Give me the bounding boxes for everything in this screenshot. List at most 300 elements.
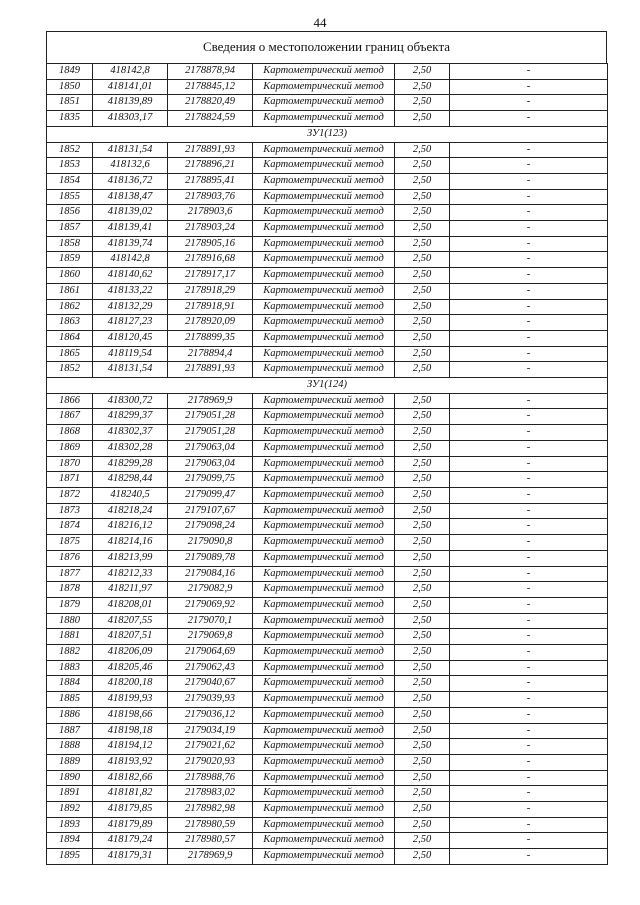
- table-row: [47, 252, 608, 268]
- accuracy-cell: 2,50: [395, 456, 450, 472]
- accuracy-cell: 2,50: [395, 645, 450, 661]
- x-coordinate-cell: 418206,09: [93, 645, 168, 661]
- description-cell: -: [450, 79, 608, 95]
- description-cell: -: [450, 173, 608, 189]
- accuracy-cell: 2,50: [395, 723, 450, 739]
- x-coordinate-cell: 418240,5: [93, 487, 168, 503]
- table-row: [47, 597, 608, 613]
- y-coordinate-cell: 2179036,12: [168, 707, 253, 723]
- method-cell: Картометрический метод: [253, 189, 395, 205]
- description-cell: -: [450, 64, 608, 80]
- x-coordinate-cell: 418302,37: [93, 425, 168, 441]
- y-coordinate-cell: 2178895,41: [168, 173, 253, 189]
- point-number-cell: 1867: [47, 409, 93, 425]
- method-cell: Картометрический метод: [253, 566, 395, 582]
- point-number-cell: 1893: [47, 817, 93, 833]
- point-number-cell: 1895: [47, 849, 93, 865]
- point-number-cell: 1874: [47, 519, 93, 535]
- y-coordinate-cell: 2179090,8: [168, 535, 253, 551]
- method-cell: Картометрический метод: [253, 268, 395, 284]
- y-coordinate-cell: 2179098,24: [168, 519, 253, 535]
- description-cell: -: [450, 519, 608, 535]
- description-cell: -: [450, 472, 608, 488]
- description-cell: -: [450, 550, 608, 566]
- description-cell: -: [450, 660, 608, 676]
- description-cell: -: [450, 252, 608, 268]
- accuracy-cell: 2,50: [395, 566, 450, 582]
- point-number-cell: 1890: [47, 770, 93, 786]
- x-coordinate-cell: 418213,99: [93, 550, 168, 566]
- method-cell: Картометрический метод: [253, 660, 395, 676]
- point-number-cell: 1860: [47, 268, 93, 284]
- x-coordinate-cell: 418211,97: [93, 582, 168, 598]
- point-number-cell: 1885: [47, 692, 93, 708]
- table-row: [47, 283, 608, 299]
- table-row: [47, 440, 608, 456]
- x-coordinate-cell: 418127,23: [93, 315, 168, 331]
- section-row: [47, 378, 608, 394]
- section-label: ЗУ1(124): [47, 378, 608, 394]
- x-coordinate-cell: 418205,46: [93, 660, 168, 676]
- x-coordinate-cell: 418142,8: [93, 64, 168, 80]
- accuracy-cell: 2,50: [395, 660, 450, 676]
- method-cell: Картометрический метод: [253, 802, 395, 818]
- point-number-cell: 1861: [47, 283, 93, 299]
- table-row: [47, 550, 608, 566]
- point-number-cell: 1859: [47, 252, 93, 268]
- method-cell: Картометрический метод: [253, 503, 395, 519]
- accuracy-cell: 2,50: [395, 535, 450, 551]
- description-cell: -: [450, 362, 608, 378]
- point-number-cell: 1857: [47, 221, 93, 237]
- method-cell: Картометрический метод: [253, 472, 395, 488]
- point-number-cell: 1875: [47, 535, 93, 551]
- description-cell: -: [450, 236, 608, 252]
- table-row: [47, 268, 608, 284]
- table-row: [47, 645, 608, 661]
- accuracy-cell: 2,50: [395, 362, 450, 378]
- y-coordinate-cell: 2178824,59: [168, 111, 253, 127]
- y-coordinate-cell: 2178820,49: [168, 95, 253, 111]
- y-coordinate-cell: 2178903,76: [168, 189, 253, 205]
- page-number: 44: [313, 15, 327, 30]
- accuracy-cell: 2,50: [395, 440, 450, 456]
- coordinates-table-body: [47, 64, 608, 865]
- table-row: [47, 723, 608, 739]
- table-row: [47, 362, 608, 378]
- point-number-cell: 1853: [47, 158, 93, 174]
- table-row: [47, 221, 608, 237]
- accuracy-cell: 2,50: [395, 299, 450, 315]
- method-cell: Картометрический метод: [253, 362, 395, 378]
- description-cell: -: [450, 849, 608, 865]
- table-row: [47, 158, 608, 174]
- accuracy-cell: 2,50: [395, 629, 450, 645]
- description-cell: -: [450, 629, 608, 645]
- point-number-cell: 1868: [47, 425, 93, 441]
- x-coordinate-cell: 418199,93: [93, 692, 168, 708]
- description-cell: -: [450, 142, 608, 158]
- x-coordinate-cell: 418142,8: [93, 252, 168, 268]
- description-cell: -: [450, 487, 608, 503]
- method-cell: Картометрический метод: [253, 346, 395, 362]
- description-cell: -: [450, 676, 608, 692]
- accuracy-cell: 2,50: [395, 189, 450, 205]
- method-cell: Картометрический метод: [253, 425, 395, 441]
- description-cell: -: [450, 189, 608, 205]
- accuracy-cell: 2,50: [395, 692, 450, 708]
- table-row: [47, 236, 608, 252]
- accuracy-cell: 2,50: [395, 786, 450, 802]
- description-cell: -: [450, 425, 608, 441]
- method-cell: Картометрический метод: [253, 849, 395, 865]
- y-coordinate-cell: 2179084,16: [168, 566, 253, 582]
- y-coordinate-cell: 2179082,9: [168, 582, 253, 598]
- description-cell: -: [450, 770, 608, 786]
- description-cell: -: [450, 692, 608, 708]
- description-cell: -: [450, 723, 608, 739]
- x-coordinate-cell: 418119,54: [93, 346, 168, 362]
- accuracy-cell: 2,50: [395, 252, 450, 268]
- method-cell: Картометрический метод: [253, 299, 395, 315]
- accuracy-cell: 2,50: [395, 95, 450, 111]
- method-cell: Картометрический метод: [253, 393, 395, 409]
- table-row: [47, 142, 608, 158]
- y-coordinate-cell: 2178982,98: [168, 802, 253, 818]
- method-cell: Картометрический метод: [253, 283, 395, 299]
- x-coordinate-cell: 418132,6: [93, 158, 168, 174]
- y-coordinate-cell: 2178891,93: [168, 362, 253, 378]
- accuracy-cell: 2,50: [395, 503, 450, 519]
- method-cell: Картометрический метод: [253, 409, 395, 425]
- y-coordinate-cell: 2178969,9: [168, 393, 253, 409]
- accuracy-cell: 2,50: [395, 770, 450, 786]
- y-coordinate-cell: 2179063,04: [168, 456, 253, 472]
- method-cell: Картометрический метод: [253, 645, 395, 661]
- accuracy-cell: 2,50: [395, 346, 450, 362]
- method-cell: Картометрический метод: [253, 707, 395, 723]
- table-row: [47, 456, 608, 472]
- method-cell: Картометрический метод: [253, 330, 395, 346]
- table-row: [47, 676, 608, 692]
- method-cell: Картометрический метод: [253, 111, 395, 127]
- x-coordinate-cell: 418300,72: [93, 393, 168, 409]
- description-cell: -: [450, 597, 608, 613]
- description-cell: -: [450, 315, 608, 331]
- y-coordinate-cell: 2178896,21: [168, 158, 253, 174]
- x-coordinate-cell: 418200,18: [93, 676, 168, 692]
- point-number-cell: 1872: [47, 487, 93, 503]
- table-row: [47, 566, 608, 582]
- x-coordinate-cell: 418214,16: [93, 535, 168, 551]
- description-cell: -: [450, 645, 608, 661]
- point-number-cell: 1852: [47, 362, 93, 378]
- x-coordinate-cell: 418299,37: [93, 409, 168, 425]
- y-coordinate-cell: 2179107,67: [168, 503, 253, 519]
- table-row: [47, 393, 608, 409]
- description-cell: -: [450, 802, 608, 818]
- description-cell: -: [450, 613, 608, 629]
- point-number-cell: 1871: [47, 472, 93, 488]
- accuracy-cell: 2,50: [395, 393, 450, 409]
- accuracy-cell: 2,50: [395, 409, 450, 425]
- method-cell: Картометрический метод: [253, 723, 395, 739]
- method-cell: Картометрический метод: [253, 79, 395, 95]
- accuracy-cell: 2,50: [395, 472, 450, 488]
- table-row: [47, 692, 608, 708]
- point-number-cell: 1878: [47, 582, 93, 598]
- method-cell: Картометрический метод: [253, 535, 395, 551]
- y-coordinate-cell: 2178894,4: [168, 346, 253, 362]
- point-number-cell: 1855: [47, 189, 93, 205]
- y-coordinate-cell: 2178905,16: [168, 236, 253, 252]
- method-cell: Картометрический метод: [253, 770, 395, 786]
- method-cell: Картометрический метод: [253, 64, 395, 80]
- accuracy-cell: 2,50: [395, 849, 450, 865]
- table-row: [47, 173, 608, 189]
- description-cell: -: [450, 535, 608, 551]
- accuracy-cell: 2,50: [395, 425, 450, 441]
- accuracy-cell: 2,50: [395, 817, 450, 833]
- y-coordinate-cell: 2178903,24: [168, 221, 253, 237]
- x-coordinate-cell: 418216,12: [93, 519, 168, 535]
- accuracy-cell: 2,50: [395, 158, 450, 174]
- x-coordinate-cell: 418207,55: [93, 613, 168, 629]
- table-row: [47, 582, 608, 598]
- description-cell: -: [450, 440, 608, 456]
- point-number-cell: 1835: [47, 111, 93, 127]
- table-row: [47, 770, 608, 786]
- description-cell: -: [450, 786, 608, 802]
- description-cell: -: [450, 754, 608, 770]
- table-row: [47, 503, 608, 519]
- y-coordinate-cell: 2178917,17: [168, 268, 253, 284]
- coordinates-table: [46, 63, 608, 865]
- accuracy-cell: 2,50: [395, 221, 450, 237]
- x-coordinate-cell: 418179,85: [93, 802, 168, 818]
- x-coordinate-cell: 418139,89: [93, 95, 168, 111]
- point-number-cell: 1858: [47, 236, 93, 252]
- accuracy-cell: 2,50: [395, 833, 450, 849]
- method-cell: Картометрический метод: [253, 676, 395, 692]
- point-number-cell: 1882: [47, 645, 93, 661]
- accuracy-cell: 2,50: [395, 676, 450, 692]
- table-row: [47, 472, 608, 488]
- accuracy-cell: 2,50: [395, 236, 450, 252]
- accuracy-cell: 2,50: [395, 613, 450, 629]
- accuracy-cell: 2,50: [395, 550, 450, 566]
- x-coordinate-cell: 418132,29: [93, 299, 168, 315]
- point-number-cell: 1865: [47, 346, 93, 362]
- table-row: [47, 519, 608, 535]
- description-cell: -: [450, 95, 608, 111]
- table-row: [47, 707, 608, 723]
- description-cell: -: [450, 268, 608, 284]
- method-cell: Картометрический метод: [253, 221, 395, 237]
- accuracy-cell: 2,50: [395, 142, 450, 158]
- point-number-cell: 1873: [47, 503, 93, 519]
- x-coordinate-cell: 418140,62: [93, 268, 168, 284]
- y-coordinate-cell: 2179070,1: [168, 613, 253, 629]
- point-number-cell: 1894: [47, 833, 93, 849]
- x-coordinate-cell: 418194,12: [93, 739, 168, 755]
- y-coordinate-cell: 2178980,59: [168, 817, 253, 833]
- table-row: [47, 346, 608, 362]
- method-cell: Картометрический метод: [253, 142, 395, 158]
- description-cell: -: [450, 283, 608, 299]
- y-coordinate-cell: 2178980,57: [168, 833, 253, 849]
- accuracy-cell: 2,50: [395, 519, 450, 535]
- x-coordinate-cell: 418131,54: [93, 142, 168, 158]
- description-cell: -: [450, 456, 608, 472]
- x-coordinate-cell: 418208,01: [93, 597, 168, 613]
- method-cell: Картометрический метод: [253, 519, 395, 535]
- table-row: [47, 330, 608, 346]
- description-cell: -: [450, 158, 608, 174]
- y-coordinate-cell: 2179051,28: [168, 425, 253, 441]
- table-row: [47, 786, 608, 802]
- method-cell: Картометрический метод: [253, 440, 395, 456]
- method-cell: Картометрический метод: [253, 692, 395, 708]
- y-coordinate-cell: 2178891,93: [168, 142, 253, 158]
- y-coordinate-cell: 2179051,28: [168, 409, 253, 425]
- table-row: [47, 817, 608, 833]
- method-cell: Картометрический метод: [253, 252, 395, 268]
- point-number-cell: 1888: [47, 739, 93, 755]
- accuracy-cell: 2,50: [395, 205, 450, 221]
- method-cell: Картометрический метод: [253, 236, 395, 252]
- y-coordinate-cell: 2179099,75: [168, 472, 253, 488]
- accuracy-cell: 2,50: [395, 268, 450, 284]
- description-cell: -: [450, 393, 608, 409]
- method-cell: Картометрический метод: [253, 205, 395, 221]
- method-cell: Картометрический метод: [253, 613, 395, 629]
- table-row: [47, 802, 608, 818]
- x-coordinate-cell: 418179,24: [93, 833, 168, 849]
- accuracy-cell: 2,50: [395, 173, 450, 189]
- x-coordinate-cell: 418198,66: [93, 707, 168, 723]
- table-row: [47, 849, 608, 865]
- point-number-cell: 1887: [47, 723, 93, 739]
- method-cell: Картометрический метод: [253, 739, 395, 755]
- y-coordinate-cell: 2178969,9: [168, 849, 253, 865]
- description-cell: -: [450, 409, 608, 425]
- description-cell: -: [450, 330, 608, 346]
- document-title: Сведения о местоположении границ объекта: [202, 39, 451, 54]
- method-cell: Картометрический метод: [253, 550, 395, 566]
- x-coordinate-cell: 418303,17: [93, 111, 168, 127]
- accuracy-cell: 2,50: [395, 64, 450, 80]
- point-number-cell: 1880: [47, 613, 93, 629]
- method-cell: Картометрический метод: [253, 629, 395, 645]
- accuracy-cell: 2,50: [395, 802, 450, 818]
- accuracy-cell: 2,50: [395, 283, 450, 299]
- x-coordinate-cell: 418120,45: [93, 330, 168, 346]
- description-cell: -: [450, 817, 608, 833]
- x-coordinate-cell: 418298,44: [93, 472, 168, 488]
- point-number-cell: 1862: [47, 299, 93, 315]
- accuracy-cell: 2,50: [395, 754, 450, 770]
- table-row: [47, 487, 608, 503]
- point-number-cell: 1879: [47, 597, 93, 613]
- y-coordinate-cell: 2179020,93: [168, 754, 253, 770]
- y-coordinate-cell: 2178845,12: [168, 79, 253, 95]
- accuracy-cell: 2,50: [395, 79, 450, 95]
- method-cell: Картометрический метод: [253, 817, 395, 833]
- description-cell: -: [450, 582, 608, 598]
- y-coordinate-cell: 2179069,8: [168, 629, 253, 645]
- accuracy-cell: 2,50: [395, 582, 450, 598]
- x-coordinate-cell: 418141,01: [93, 79, 168, 95]
- table-row: [47, 189, 608, 205]
- x-coordinate-cell: 418182,66: [93, 770, 168, 786]
- table-row: [47, 111, 608, 127]
- accuracy-cell: 2,50: [395, 315, 450, 331]
- y-coordinate-cell: 2179069,92: [168, 597, 253, 613]
- point-number-cell: 1869: [47, 440, 93, 456]
- method-cell: Картометрический метод: [253, 456, 395, 472]
- y-coordinate-cell: 2179099,47: [168, 487, 253, 503]
- y-coordinate-cell: 2179062,43: [168, 660, 253, 676]
- y-coordinate-cell: 2179034,19: [168, 723, 253, 739]
- x-coordinate-cell: 418218,24: [93, 503, 168, 519]
- point-number-cell: 1856: [47, 205, 93, 221]
- accuracy-cell: 2,50: [395, 487, 450, 503]
- x-coordinate-cell: 418139,02: [93, 205, 168, 221]
- table-row: [47, 315, 608, 331]
- section-row: [47, 126, 608, 142]
- y-coordinate-cell: 2179089,78: [168, 550, 253, 566]
- table-row: [47, 95, 608, 111]
- accuracy-cell: 2,50: [395, 330, 450, 346]
- method-cell: Картометрический метод: [253, 315, 395, 331]
- x-coordinate-cell: 418198,18: [93, 723, 168, 739]
- description-cell: -: [450, 205, 608, 221]
- y-coordinate-cell: 2178988,76: [168, 770, 253, 786]
- accuracy-cell: 2,50: [395, 707, 450, 723]
- table-row: [47, 299, 608, 315]
- y-coordinate-cell: 2178878,94: [168, 64, 253, 80]
- y-coordinate-cell: 2178916,68: [168, 252, 253, 268]
- y-coordinate-cell: 2178903,6: [168, 205, 253, 221]
- y-coordinate-cell: 2179064,69: [168, 645, 253, 661]
- point-number-cell: 1852: [47, 142, 93, 158]
- x-coordinate-cell: 418212,33: [93, 566, 168, 582]
- method-cell: Картометрический метод: [253, 754, 395, 770]
- table-row: [47, 629, 608, 645]
- point-number-cell: 1891: [47, 786, 93, 802]
- table-row: [47, 739, 608, 755]
- description-cell: -: [450, 111, 608, 127]
- point-number-cell: 1866: [47, 393, 93, 409]
- x-coordinate-cell: 418302,28: [93, 440, 168, 456]
- description-cell: -: [450, 346, 608, 362]
- x-coordinate-cell: 418179,31: [93, 849, 168, 865]
- description-cell: -: [450, 299, 608, 315]
- description-cell: -: [450, 503, 608, 519]
- x-coordinate-cell: 418193,92: [93, 754, 168, 770]
- point-number-cell: 1883: [47, 660, 93, 676]
- table-row: [47, 754, 608, 770]
- method-cell: Картометрический метод: [253, 582, 395, 598]
- x-coordinate-cell: 418299,28: [93, 456, 168, 472]
- description-cell: -: [450, 707, 608, 723]
- y-coordinate-cell: 2178983,02: [168, 786, 253, 802]
- table-row: [47, 409, 608, 425]
- x-coordinate-cell: 418139,74: [93, 236, 168, 252]
- point-number-cell: 1863: [47, 315, 93, 331]
- x-coordinate-cell: 418179,89: [93, 817, 168, 833]
